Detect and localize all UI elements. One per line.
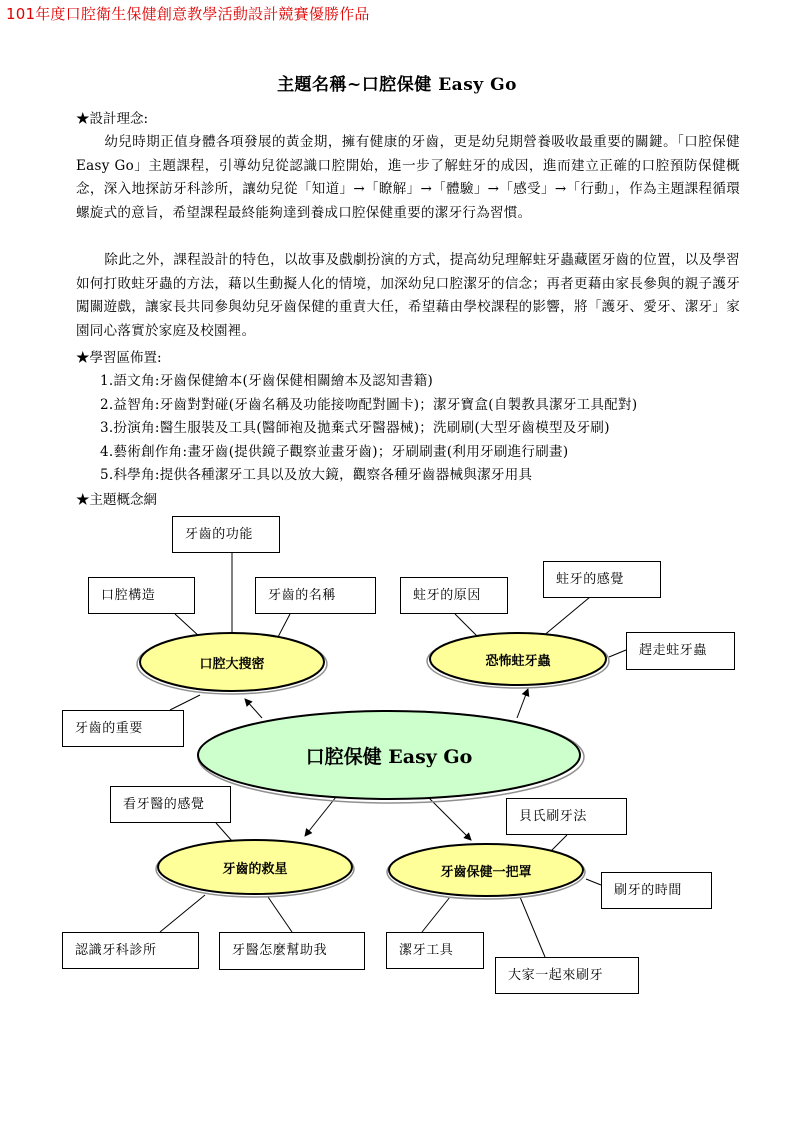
node-tooth-care: 牙齒保健一把罩 [440,864,532,880]
box-mouth-structure: 口腔構造 [88,577,195,614]
box-tooth-function: 牙齒的功能 [172,516,280,553]
box-drive-out-bugs: 趕走蛀牙蟲 [626,632,735,670]
connector-line [422,897,450,932]
box-dental-clinic: 認識牙科診所 [62,932,199,969]
node-tooth-savior: 牙齒的救星 [222,861,288,877]
page-title: 主題名稱~口腔保健 Easy Go [277,75,517,95]
connector-line [586,879,601,885]
box-tooth-importance: 牙齒的重要 [62,710,184,747]
list-item: 2.益智角:牙齒對對碰(牙齒名稱及功能接吻配對圖卡)；潔牙寶盒(自製教具潔牙工具配對) [100,396,638,413]
list-item: 5.科學角:提供各種潔牙工具以及放大鏡，觀察各種牙齒器械與潔牙用具 [100,467,533,483]
design-paragraph-2: 除此之外，課程設計的特色，以故事及戲劇扮演的方式，提高幼兒理解蛀牙蟲藏匿牙齒的位置，以及學習如何打敗蛀牙蟲的方法，藉以生動擬人化的情境，加深幼兒口腔潔牙的信念；再者更藉由家長參與的親子護牙闖關遊戲，讓家長共同參與幼兒牙齒保健的重責大任，希望藉由學校課程的影響，將「護牙、愛牙、潔牙」家園同心落實於家庭及校園裡。 [76,252,740,339]
node-mouth-explore: 口腔大搜密 [199,656,265,672]
box-cavity-feeling: 蛀牙的感覺 [543,561,661,598]
box-brush-together: 大家一起來刷牙 [495,957,639,994]
connector-line [609,650,626,657]
competition-header: 101年度口腔衛生保健創意教學活動設計競賽優勝作品 [6,5,370,23]
connector-line [542,597,590,637]
box-brushing-time: 刷牙的時間 [601,872,712,909]
concept-map-heading: ★主題概念網 [76,492,157,508]
node-scary-cavity-bug: 恐怖蛀牙蟲 [485,653,551,669]
list-item: 4.藝術創作角:畫牙齒(提供鏡子觀察並畫牙齒)；牙刷刷畫(利用牙刷進行刷畫) [100,443,569,460]
box-cleaning-tools: 潔牙工具 [386,932,484,969]
connector-line [170,695,200,710]
box-bass-brushing: 貝氏刷牙法 [506,798,627,835]
box-dentist-feeling: 看牙醫的感覺 [110,786,231,823]
learning-heading: ★學習區佈置: [76,350,162,366]
list-item: 1.語文角:牙齒保健繪本(牙齒保健相關繪本及認知書籍) [100,373,434,389]
connector-line [160,895,205,932]
box-dentist-help: 牙醫怎麼幫助我 [219,932,365,970]
design-heading: ★設計理念: [76,111,149,127]
list-item: 3.扮演角:醫生服裝及工具(醫師袍及拋棄式牙醫器械)；洗刷刷(大型牙齒模型及牙刷) [100,420,610,436]
connector-line [520,897,545,957]
connector-line [268,897,292,932]
box-cavity-cause: 蛀牙的原因 [400,577,508,614]
concept-map-center: 口腔保健 Easy Go [305,745,473,768]
design-paragraph-1: 幼兒時期正值身體各項發展的黃金期，擁有健康的牙齒，更是幼兒期營養吸收最重要的關鍵。「口腔保健 Easy Go」主題課程，引導幼兒從認識口腔開始，進一步了解蛀牙的成因，進而建立正確的口腔預防保健概念，深入地探訪牙科診所，讓幼兒從「知道」→「瞭解」→「體驗」→「感受」→「行動」，作為主題課程循環螺旋式的意旨，希望課程最終能夠達到養成口腔保健重要的潔牙行為習慣。 [76,134,740,221]
box-tooth-names: 牙齒的名稱 [255,577,376,614]
